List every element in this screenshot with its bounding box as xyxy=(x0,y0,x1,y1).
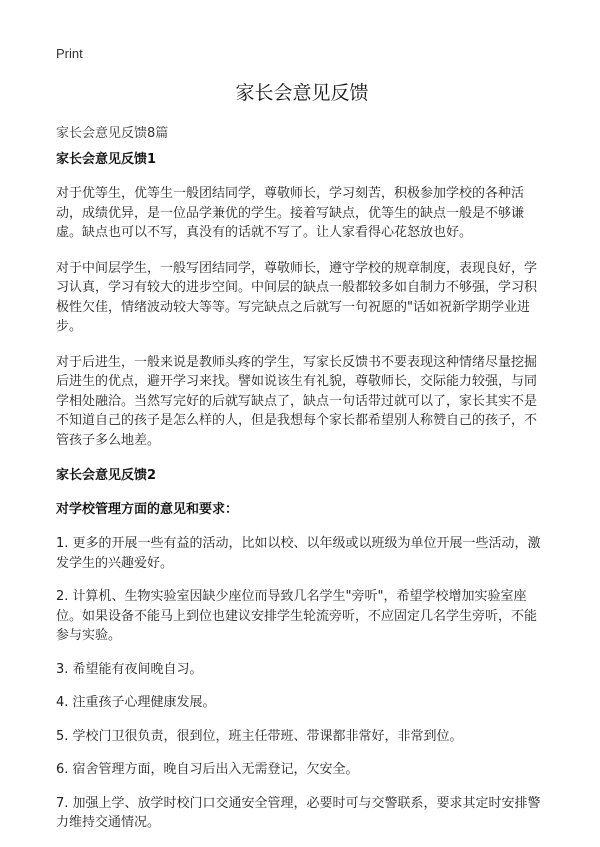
list-item: 2. 计算机、生物实验室因缺少座位而导致几名学生"旁听"，希望学校增加实验室座位。如果设备不能马上到位也建议安排学生轮流旁听，不应固定几名学生旁听，不能参与实验。 xyxy=(56,589,538,643)
list-item: 3. 希望能有夜间晚自习。 xyxy=(56,661,203,677)
list-item: 4. 注重孩子心理健康发展。 xyxy=(56,695,216,710)
section-1-paragraph: 对于中间层学生，一般写团结同学，尊敬师长，遵守学校的规章制度，表现良好，学习认真，学习有较大的进步空间。中间层的缺点一般都较多如自制力不够强，学习积极性欠佳，情绪波动较大等等。写完缺点之后就写一句祝愿的"话如祝新学期学业进步。 xyxy=(56,260,538,334)
list-item: 1. 更多的开展一些有益的活动，比如以校、以年级或以班级为单位开展一些活动，激发学生的兴趣爱好。 xyxy=(56,536,541,571)
section-1-paragraph: 对于优等生，优等生一般团结同学，尊敬师长，学习刻苦，积极参加学校的各种活动，成绩优异，是一位品学兼优的学生。接着写缺点，优等生的缺点一般是不够谦虚。缺点也可以不写，真没有的话就不写了。让人家看得心花怒放也好。 xyxy=(56,186,525,240)
document-subtitle: 家长会意见反馈8篇 xyxy=(56,126,169,141)
document-content xyxy=(56,150,548,847)
list-item: 6. 宿舍管理方面，晚自习后出入无需登记，欠安全。 xyxy=(56,762,359,777)
section-1-paragraph: 对于后进生，一般来说是教师头疼的学生，写家长反馈书不要表现这种情绪尽量挖掘后进生的优点，避开学习来找。譬如说该生有礼貌，尊敬师长，交际能力较强，与同学相处融洽。当然写完好的后就写缺点了，缺点一句话带过就可以了，家长其实不是不知道自己的孩子是怎么样的人，但是我想每个家长都希望别人称赞自己的孩子，不管孩子多么地差。 xyxy=(56,354,538,448)
page-title: 家长会意见反馈 xyxy=(235,82,369,104)
list-item: 5. 学校门卫很负责，很到位，班主任带班、带课都非常好，非常到位。 xyxy=(56,728,463,744)
print-label[interactable]: Print xyxy=(56,46,83,61)
section-1-heading: 家长会意见反馈1 xyxy=(56,152,157,167)
section-2-heading: 家长会意见反馈2 xyxy=(56,468,157,483)
list-item: 7. 加强上学、放学时校门口交通安全管理，必要时可与交警联系，要求其定时安排警力维持交通情况。 xyxy=(56,795,541,830)
section-2-subheading: 对学校管理方面的意见和要求： xyxy=(56,502,239,517)
